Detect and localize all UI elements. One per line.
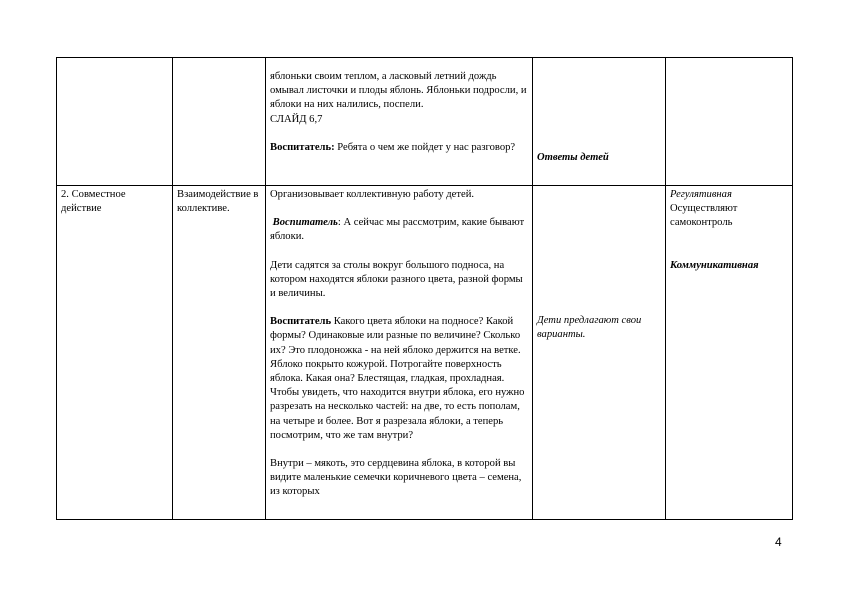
teacher-text: яблоньки своим теплом, а ласковый летний дождь омывал листочки и плоды яблонь. Яблоньки подросли, и яблоки на них налились, поспели. (270, 71, 527, 111)
table-row (57, 186, 793, 520)
uud-regulative-label: Регулятивная (670, 189, 732, 200)
speech-text: Какого цвета яблоки на подносе? Какой формы? Одинаковые или разные по величине? Сколько их? Это плодоножка - на ней яблоко держится на ветке. Яблоко покрыто кожурой. Потрогайте поверхность яблока. Какая она? Блестящая, гладкая, прохладная. Чтобы увидеть, что находится внутри яблока, его нужно разрезать на несколько частей: на две, то есть пополам, на четыре и более. Вот я разрезала яблоки, а теперь посмотрим, что же там внутри? (270, 316, 525, 441)
teacher-speech (270, 141, 528, 155)
table-row (57, 58, 793, 186)
cell-goal (173, 58, 266, 186)
uud-communicative-label: Коммуникативная (670, 259, 759, 271)
teacher-speech (270, 216, 528, 244)
child-activity-text: Дети предлагают свои варианты. (537, 315, 642, 341)
cell-child-activity (533, 186, 666, 520)
cell-teacher-activity (266, 186, 533, 520)
lesson-table (56, 57, 793, 520)
speech-text: : А сейчас мы рассмотрим, какие бывают яблоки. (270, 217, 525, 243)
cell-stage (57, 58, 173, 186)
page-number: 4 (775, 535, 782, 549)
slide-label: СЛАЙД 6,7 (270, 113, 323, 125)
goal-text: Взаимодействие в коллективе. (177, 189, 259, 215)
cell-goal (173, 186, 266, 520)
cell-uud (666, 58, 793, 186)
speaker-label: Воспитатель (272, 217, 338, 229)
teacher-text: Организовывает коллективную работу детей. (270, 189, 475, 200)
uud-regulative-text: Осуществляют самоконтроль (670, 203, 738, 229)
speech-text: Ребята о чем же пойдет у нас разговор? (334, 141, 516, 153)
cell-uud (666, 186, 793, 520)
stage-text: 2. Совместное действие (61, 189, 126, 215)
speaker-label: Воспитатель (270, 316, 332, 328)
teacher-text: Дети садятся за столы вокруг большого подноса, на котором находятся яблоки разного цвета, разной формы и величины. (270, 259, 523, 300)
speaker-label: Воспитатель: (270, 141, 335, 153)
teacher-text: Внутри – мякоть, это сердцевина яблока, в которой вы видите маленькие семечки коричневого цвета – семена, из которых (270, 458, 522, 498)
cell-teacher-activity (266, 58, 533, 186)
child-answers-label: Ответы детей (537, 151, 609, 163)
cell-child-activity (533, 58, 666, 186)
teacher-speech (270, 315, 528, 443)
cell-stage (57, 186, 173, 520)
